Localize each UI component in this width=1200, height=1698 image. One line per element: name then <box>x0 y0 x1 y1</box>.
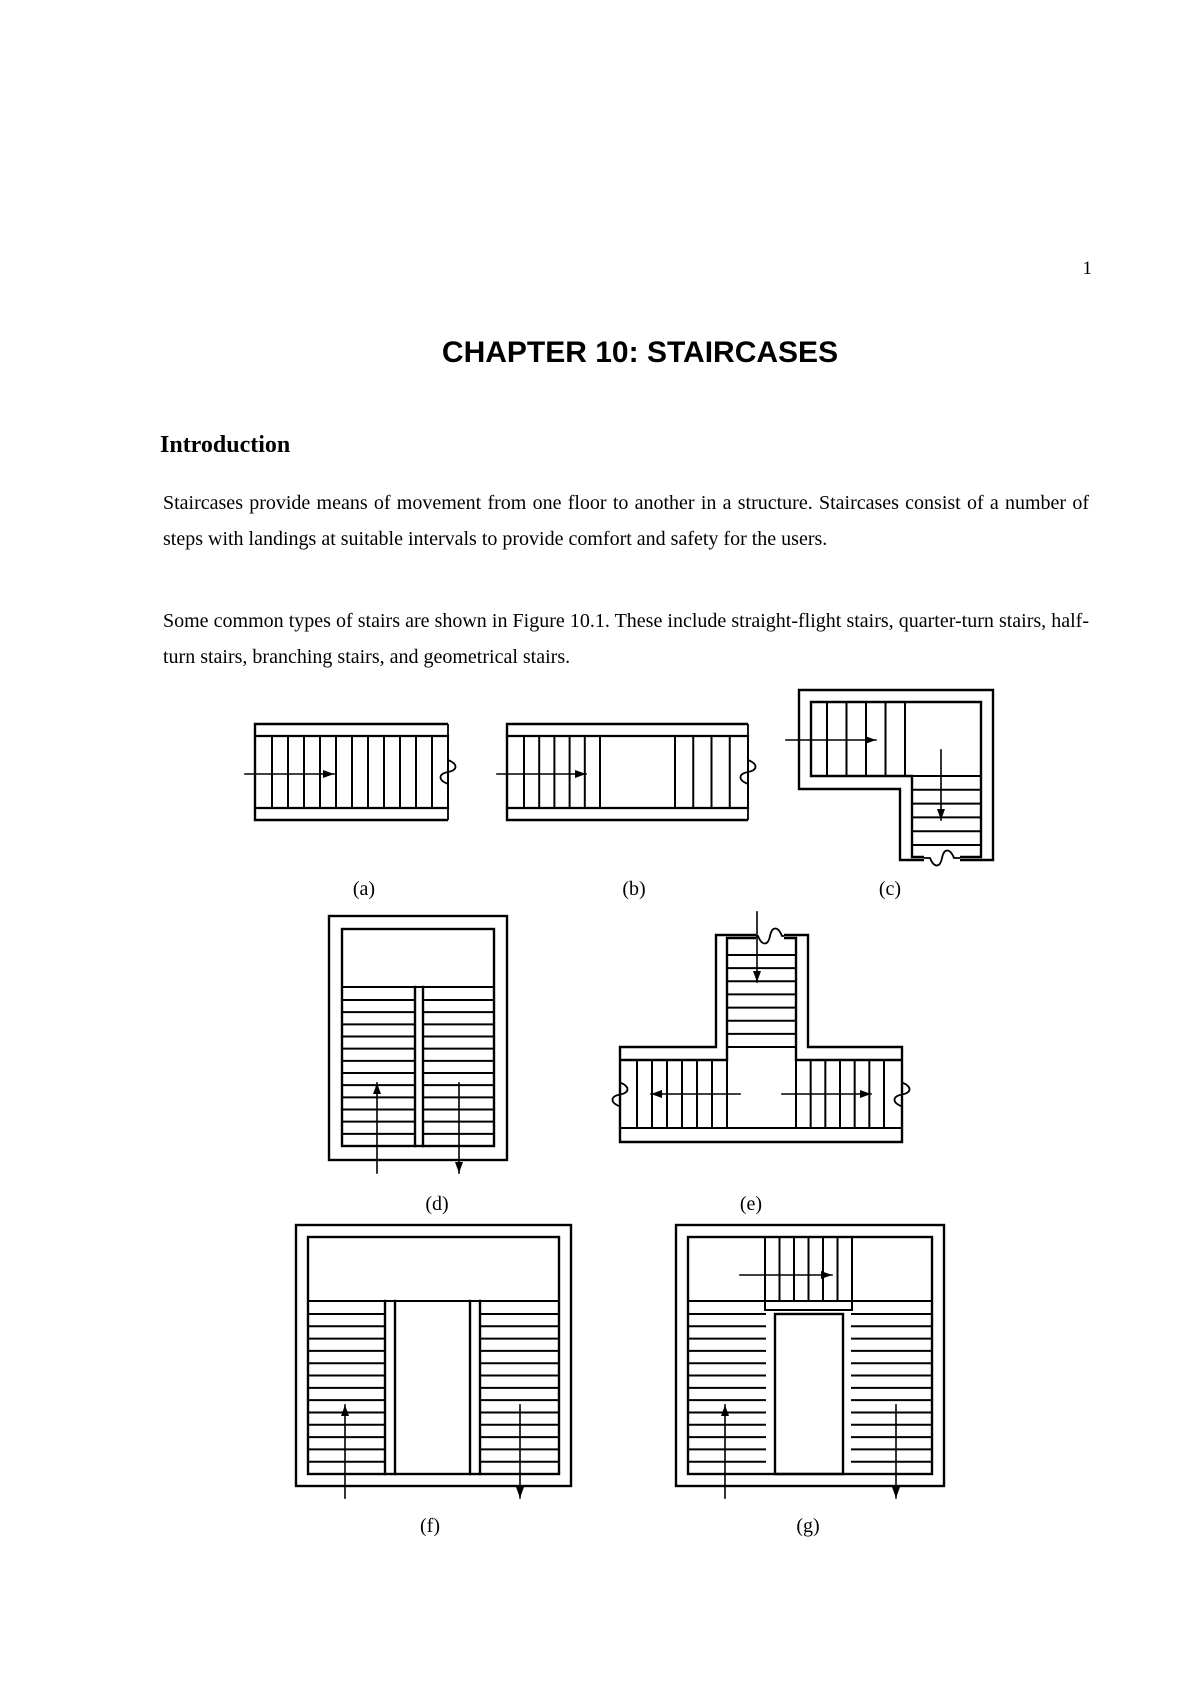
direction-arrowhead <box>821 1271 832 1279</box>
drawing-outline <box>620 935 902 1142</box>
direction-arrowhead <box>865 736 876 744</box>
label-a: (a) <box>352 878 376 900</box>
drawing-rect <box>296 1225 571 1486</box>
direction-arrowhead <box>721 1405 729 1416</box>
break-line <box>924 851 960 866</box>
drawing-rect <box>775 1314 843 1474</box>
break-line <box>741 724 756 820</box>
direction-arrowhead <box>323 770 334 778</box>
break-line <box>756 929 784 944</box>
label-g: (g) <box>796 1515 820 1537</box>
break-line <box>441 724 456 820</box>
page-number: 1 <box>1082 258 1092 279</box>
diagram-f-open-well <box>296 1225 571 1498</box>
drawing-outline <box>784 938 902 1060</box>
drawing-outline <box>765 1301 852 1310</box>
diagram-g-three-flight <box>676 1225 944 1498</box>
label-d: (d) <box>425 1193 449 1215</box>
chapter-title: CHAPTER 10: STAIRCASES <box>441 336 839 369</box>
diagram-c-quarter-turn <box>786 690 993 866</box>
section-heading: Introduction <box>160 432 291 458</box>
drawing-outline <box>811 702 981 857</box>
label-e: (e) <box>739 1193 763 1215</box>
direction-arrowhead <box>892 1487 900 1498</box>
label-b: (b) <box>622 878 646 900</box>
diagram-d-half-turn <box>329 916 507 1173</box>
direction-arrowhead <box>341 1405 349 1416</box>
direction-arrowhead <box>455 1162 463 1173</box>
intro-paragraph: Staircases provide means of movement from one floor to another in a structure. Staircases consist of a number of steps with landings at suitable intervals to provide comfort and safety for the users. <box>163 492 1089 550</box>
drawing-outline <box>620 938 756 1060</box>
diagram-e-branching <box>613 912 910 1142</box>
label-f: (f) <box>420 1515 440 1537</box>
diagram-a-straight-flight <box>245 724 456 820</box>
drawing-rect <box>329 916 507 1160</box>
stair-types-paragraph: Some common types of stairs are shown in Figure 10.1. These include straight-flight stairs, quarter-turn stairs, half-turn stairs, branching stairs, and geometrical stairs. <box>163 610 1089 668</box>
label-c: (c) <box>878 878 902 900</box>
direction-arrowhead <box>516 1487 524 1498</box>
diagram-b-straight-flight-landing <box>497 724 756 820</box>
drawing-rect <box>676 1225 944 1486</box>
